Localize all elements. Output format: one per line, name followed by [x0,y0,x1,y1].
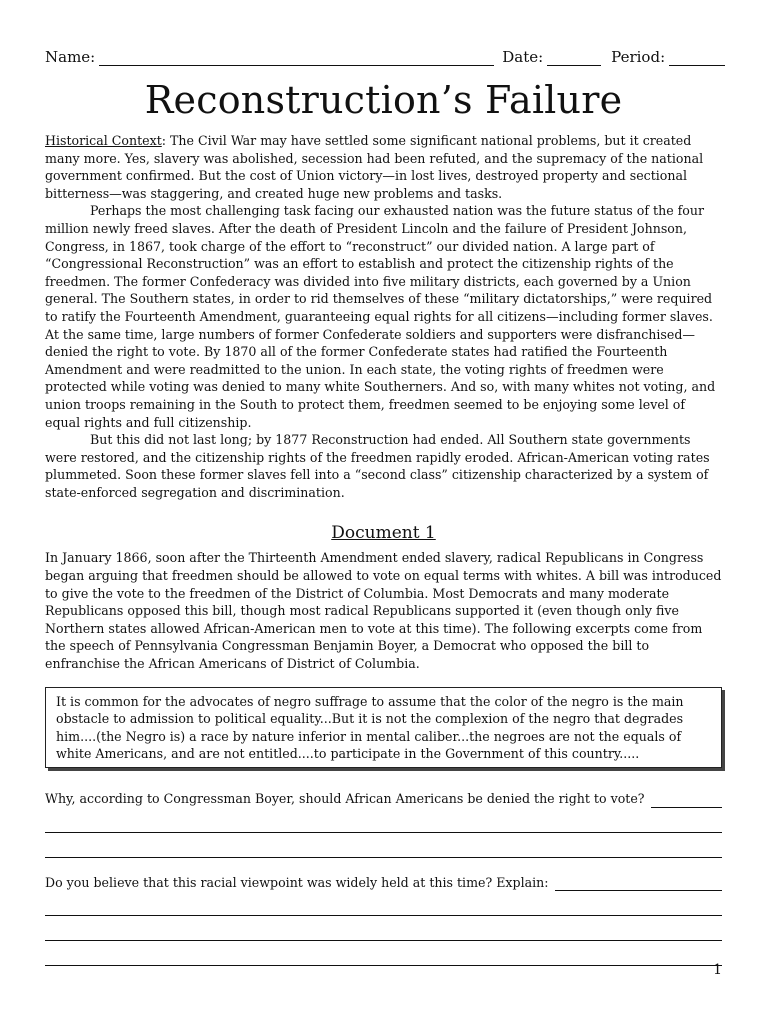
question-2-answer-line-3[interactable] [45,941,722,966]
question-1-text: Why, according to Congressman Boyer, should African Americans be denied the right to vote? [45,791,645,806]
period-label: Period: [611,48,666,66]
question-2-answer-blank[interactable] [555,876,723,891]
period-blank[interactable] [669,49,725,66]
question-2-answer-line-1[interactable] [45,891,722,916]
header-row [45,44,722,66]
period-field[interactable] [611,48,725,66]
historical-context-p2: Perhaps the most challenging task facing our exhausted nation was the future status of the four million newly freed slaves. After the death of President Lincoln and the failure of President Johnson, Congress, in 1867, took charge of the effort to “reconstruct” our divided nation. A large part of “Congressional Reconstruction” was an effort to establish and protect the citizenship rights of the freedmen. The former Confederacy was divided into five military districts, each governed by a Union general. The Southern states, in order to rid themselves of these “military dictatorships,” were required to ratify the Fourteenth Amendment, guaranteeing equal rights for all citizens—including former slaves. At the same time, large numbers of former Confederate soldiers and supporters were disfranchised—denied the right to vote. By 1870 all of the former Confederate states had ratified the Fourteenth Amendment and were readmitted to the union. In each state, the voting rights of freedmen were protected while voting was denied to many white Southerners. And so, with many whites not voting, and union troops remaining in the South to protect them, freedmen seemed to be enjoying some level of equal rights and full citizenship. [45,203,716,430]
document-1-intro: In January 1866, soon after the Thirteenth Amendment ended slavery, radical Republicans in Congress began arguing that freedmen should be allowed to vote on equal terms with whites. A bill was introduced to give the vote to the freedmen of the District of Columbia. Most Democrats and many moderate Republicans opposed this bill, though most radical Republicans supported it (even though only five Northern states allowed African-American men to vote at this time). The following excerpts come from the speech of Pennsylvania Congressman Benjamin Boyer, a Democrat who opposed the bill to enfranchise the African Americans of District of Columbia. [45,550,722,672]
page-title: Reconstruction’s Failure [144,78,623,122]
question-2 [45,874,722,892]
page-number: 1 [713,962,722,978]
question-1-answer-blank[interactable] [651,793,722,808]
boyer-quote-box: It is common for the advocates of negro suffrage to assume that the color of the negro is the main obstacle to admission to political equality...But it is not the complexion of the negro that degrades him....(the Negro is) a race by nature inferior in mental caliber...the negroes are not the equals of white Americans, and are not entitled....to participate in the Government of this country..... [45,687,722,768]
question-1 [45,790,722,808]
question-2-text: Do you believe that this racial viewpoint was widely held at this time? Explain: [45,874,549,890]
name-blank[interactable] [99,49,494,66]
historical-context-text: : The Civil War may have settled some significant national problems, but it created many more. Yes, slavery was abolished, secession had been refuted, and the supremacy of the national government confirmed. But the cost of Union victory—in lost lives, destroyed property and sectional bitterness—was staggering, and created huge new problems and tasks. [45,133,704,201]
historical-context-label: Historical Context [45,133,162,148]
historical-context-p3: But this did not last long; by 1877 Reconstruction had ended. All Southern state governments were restored, and the citizenship rights of the freedmen rapidly eroded. African-American voting rates plummeted. Soon these former slaves fell into a “second class” citizenship characterized by a system of state-enforced segregation and discrimination. [45,432,710,500]
question-2-answer-line-2[interactable] [45,916,722,941]
historical-context-p1 [45,132,722,202]
name-label: Name: [45,48,96,66]
question-1-answer-line-1[interactable] [45,808,722,833]
question-1-answer-line-2[interactable] [45,833,722,858]
name-field[interactable] [45,48,494,66]
date-field[interactable] [502,48,601,66]
document-1-heading: Document 1 [331,523,436,544]
date-blank[interactable] [547,49,601,66]
worksheet-page [45,44,722,966]
date-label: Date: [502,48,544,66]
